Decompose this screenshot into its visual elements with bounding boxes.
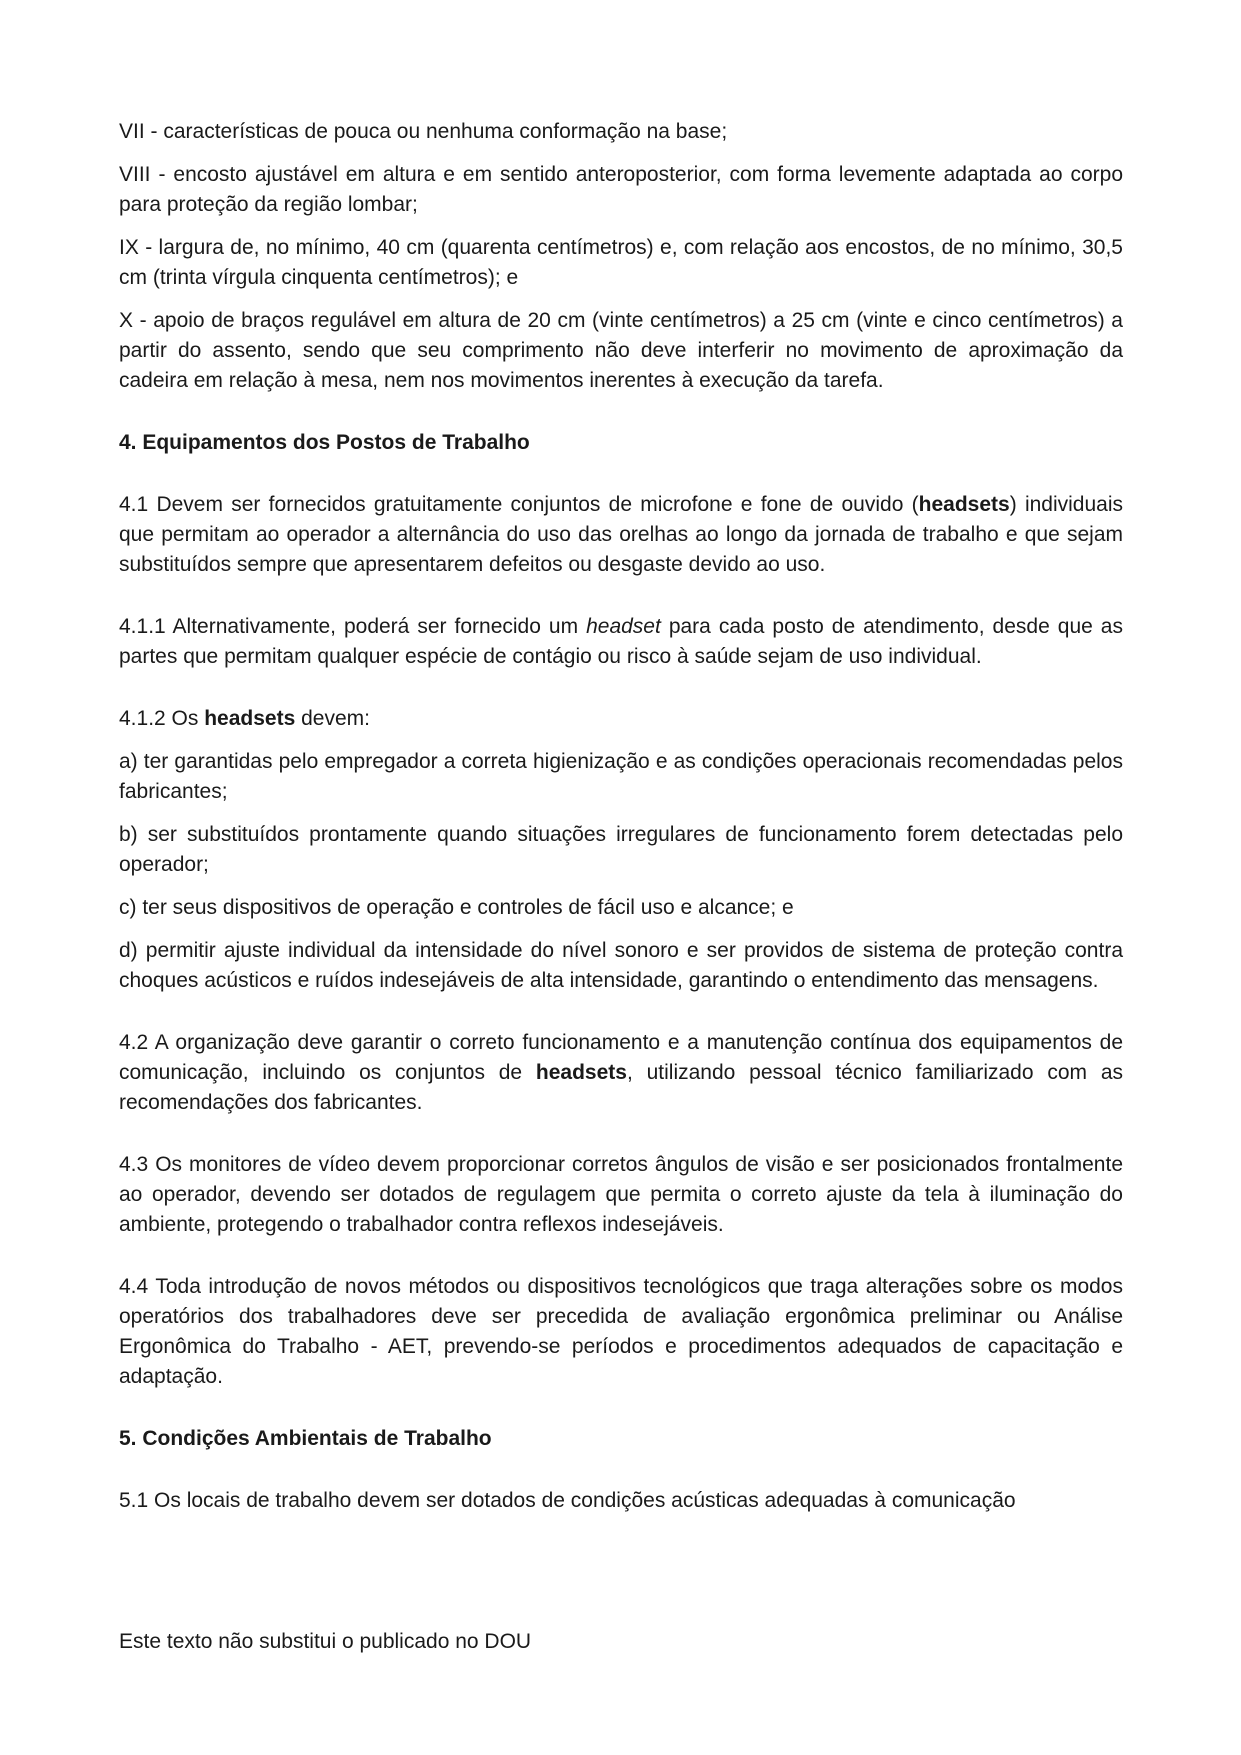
paragraph-4-3: 4.3 Os monitores de vídeo devem proporcionar corretos ângulos de visão e ser posicionados frontalmente ao operador, devendo ser dotados de regulagem que permita o correto ajuste da tela à iluminação do ambiente, protegendo o trabalhador contra reflexos indesejáveis. [119,1153,1123,1236]
paragraph-4-1-2-bold: headsets [204,707,296,730]
paragraph-4-2-text-b: , utilizando pessoal técnico familiarizado com as recomendações dos fabricantes. [119,1061,1123,1114]
item-viii: VIII - encosto ajustável em altura e em sentido anteroposterior, com forma levemente adaptada ao corpo para proteção da região lombar; [119,163,1123,216]
document-page [119,117,1123,1516]
paragraph-4-1-1-italic: headset [586,615,661,638]
item-vii: VII - características de pouca ou nenhuma conformação na base; [119,120,728,143]
paragraph-4-1-1 [119,612,1123,672]
list-item-d: d) permitir ajuste individual da intensidade do nível sonoro e ser providos de sistema de proteção contra choques acústicos e ruídos indesejáveis de alta intensidade, garantindo o entendimento das mensagens. [119,939,1123,992]
section-4-heading: 4. Equipamentos dos Postos de Trabalho [119,431,530,454]
paragraph-4-4: 4.4 Toda introdução de novos métodos ou dispositivos tecnológicos que traga alterações sobre os modos operatórios dos trabalhadores deve ser precedida de avaliação ergonômica preliminar ou Análise Ergonômica do Trabalho - AET, prevendo-se períodos e procedimentos adequados de capacitação e adaptação. [119,1275,1123,1388]
footer-disclaimer: Este texto não substitui o publicado no DOU [119,1630,532,1653]
list-item-b: b) ser substituídos prontamente quando situações irregulares de funcionamento forem detectadas pelo operador; [119,823,1123,876]
item-ix: IX - largura de, no mínimo, 40 cm (quarenta centímetros) e, com relação aos encostos, de no mínimo, 30,5 cm (trinta vírgula cinquenta centímetros); e [119,236,1123,289]
paragraph-4-1-2-text-a: 4.1.2 Os [119,707,205,730]
paragraph-4-1-text-a: 4.1 Devem ser fornecidos gratuitamente conjuntos de microfone e fone de ouvido ( [119,493,919,516]
paragraph-4-1-2 [119,704,1123,734]
paragraph-4-1-1-text-b: para cada posto de atendimento, desde que as partes que permitam qualquer espécie de contágio ou risco à saúde sejam de uso individual. [119,615,1123,668]
paragraph-4-2-text-a: 4.2 A organização deve garantir o correto funcionamento e a manutenção contínua dos equipamentos de comunicação, incluindo os conjuntos de [119,1031,1123,1084]
paragraph-5-1: 5.1 Os locais de trabalho devem ser dotados de condições acústicas adequadas à comunicação [119,1489,1016,1512]
item-x: X - apoio de braços regulável em altura de 20 cm (vinte centímetros) a 25 cm (vinte e cinco centímetros) a partir do assento, sendo que seu comprimento não deve interferir no movimento de aproximação da cadeira em relação à mesa, nem nos movimentos inerentes à execução da tarefa. [119,309,1123,392]
section-5-heading: 5. Condições Ambientais de Trabalho [119,1427,492,1450]
paragraph-4-1 [119,490,1123,580]
paragraph-4-1-bold: headsets [918,493,1010,516]
list-item-c: c) ter seus dispositivos de operação e controles de fácil uso e alcance; e [119,896,794,919]
list-item-a: a) ter garantidas pelo empregador a correta higienização e as condições operacionais recomendadas pelos fabricantes; [119,750,1123,803]
paragraph-4-1-2-text-b: devem: [295,707,370,730]
paragraph-4-2 [119,1028,1123,1118]
paragraph-4-2-bold: headsets [535,1061,627,1084]
paragraph-4-1-text-b: ) individuais que permitam ao operador a alternância do uso das orelhas ao longo da jornada de trabalho e que sejam substituídos sempre que apresentarem defeitos ou desgaste devido ao uso. [119,493,1124,576]
paragraph-4-1-1-text-a: 4.1.1 Alternativamente, poderá ser fornecido um [119,615,587,638]
